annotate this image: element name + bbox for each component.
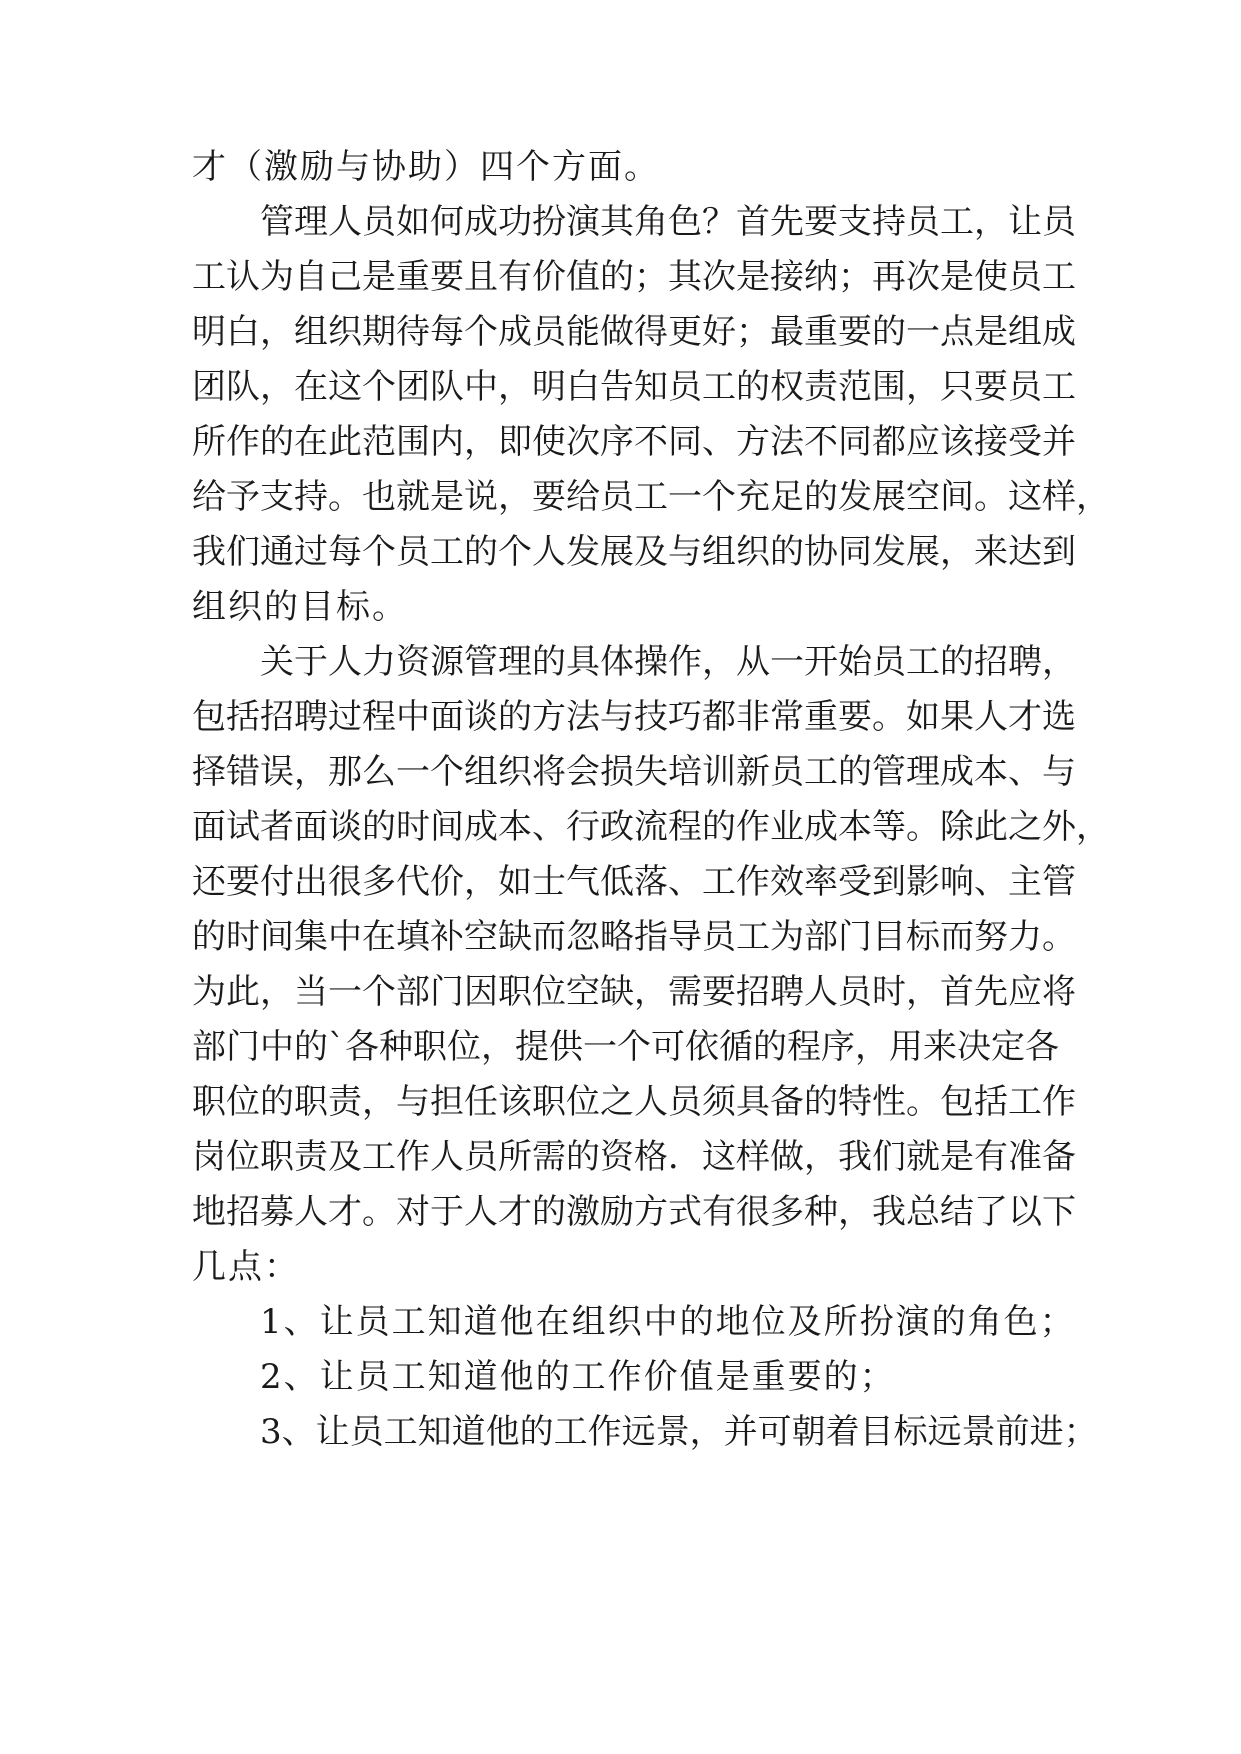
paragraph-line: 组织的目标。 [192, 587, 408, 627]
paragraph-line: 岗位职责及工作人员所需的资格．这样做，我们就是有准备 [192, 1137, 1076, 1177]
paragraph-line: 工认为自己是重要且有价值的；其次是接纳；再次是使员工 [192, 257, 1076, 297]
paragraph-line: 职位的职责，与担任该职位之人员须具备的特性。包括工作 [192, 1082, 1076, 1122]
paragraph-line: 的时间集中在填补空缺而忽略指导员工为部门目标而努力。 [192, 917, 1076, 957]
paragraph-line: 我们通过每个员工的个人发展及与组织的协同发展，来达到 [192, 532, 1076, 572]
paragraph-line: 关于人力资源管理的具体操作，从一开始员工的招聘， [260, 642, 1076, 682]
paragraph-line: 管理人员如何成功扮演其角色？首先要支持员工，让员 [260, 202, 1076, 242]
paragraph-line: 才（激励与协助）四个方面。 [192, 147, 660, 187]
paragraph-line: 择错误，那么一个组织将会损失培训新员工的管理成本、与 [192, 752, 1076, 792]
paragraph-line: 面试者面谈的时间成本、行政流程的作业成本等。除此之外， [192, 807, 1110, 847]
list-item: 1、让员工知道他在组织中的地位及所扮演的角色； [260, 1302, 1076, 1342]
paragraph-line: 团队，在这个团队中，明白告知员工的权责范围，只要员工 [192, 367, 1076, 407]
paragraph-line: 几点： [192, 1247, 300, 1287]
list-item: 2、让员工知道他的工作价值是重要的； [260, 1357, 896, 1397]
paragraph-line: 包括招聘过程中面谈的方法与技巧都非常重要。如果人才选 [192, 697, 1076, 737]
paragraph-line: 部门中的`各种职位，提供一个可依循的程序，用来决定各 [192, 1027, 1059, 1067]
paragraph-line: 为此，当一个部门因职位空缺，需要招聘人员时，首先应将 [192, 972, 1076, 1012]
paragraph-line: 明白，组织期待每个成员能做得更好；最重要的一点是组成 [192, 312, 1076, 352]
paragraph-line: 地招募人才。对于人才的激励方式有很多种，我总结了以下 [192, 1192, 1076, 1232]
list-item: 3、让员工知道他的工作远景，并可朝着目标远景前进； [260, 1412, 1098, 1452]
paragraph-line: 所作的在此范围内，即使次序不同、方法不同都应该接受并 [192, 422, 1076, 462]
paragraph-line: 还要付出很多代价，如士气低落、工作效率受到影响、主管 [192, 862, 1076, 902]
paragraph-line: 给予支持。也就是说，要给员工一个充足的发展空间。这样， [192, 477, 1110, 517]
